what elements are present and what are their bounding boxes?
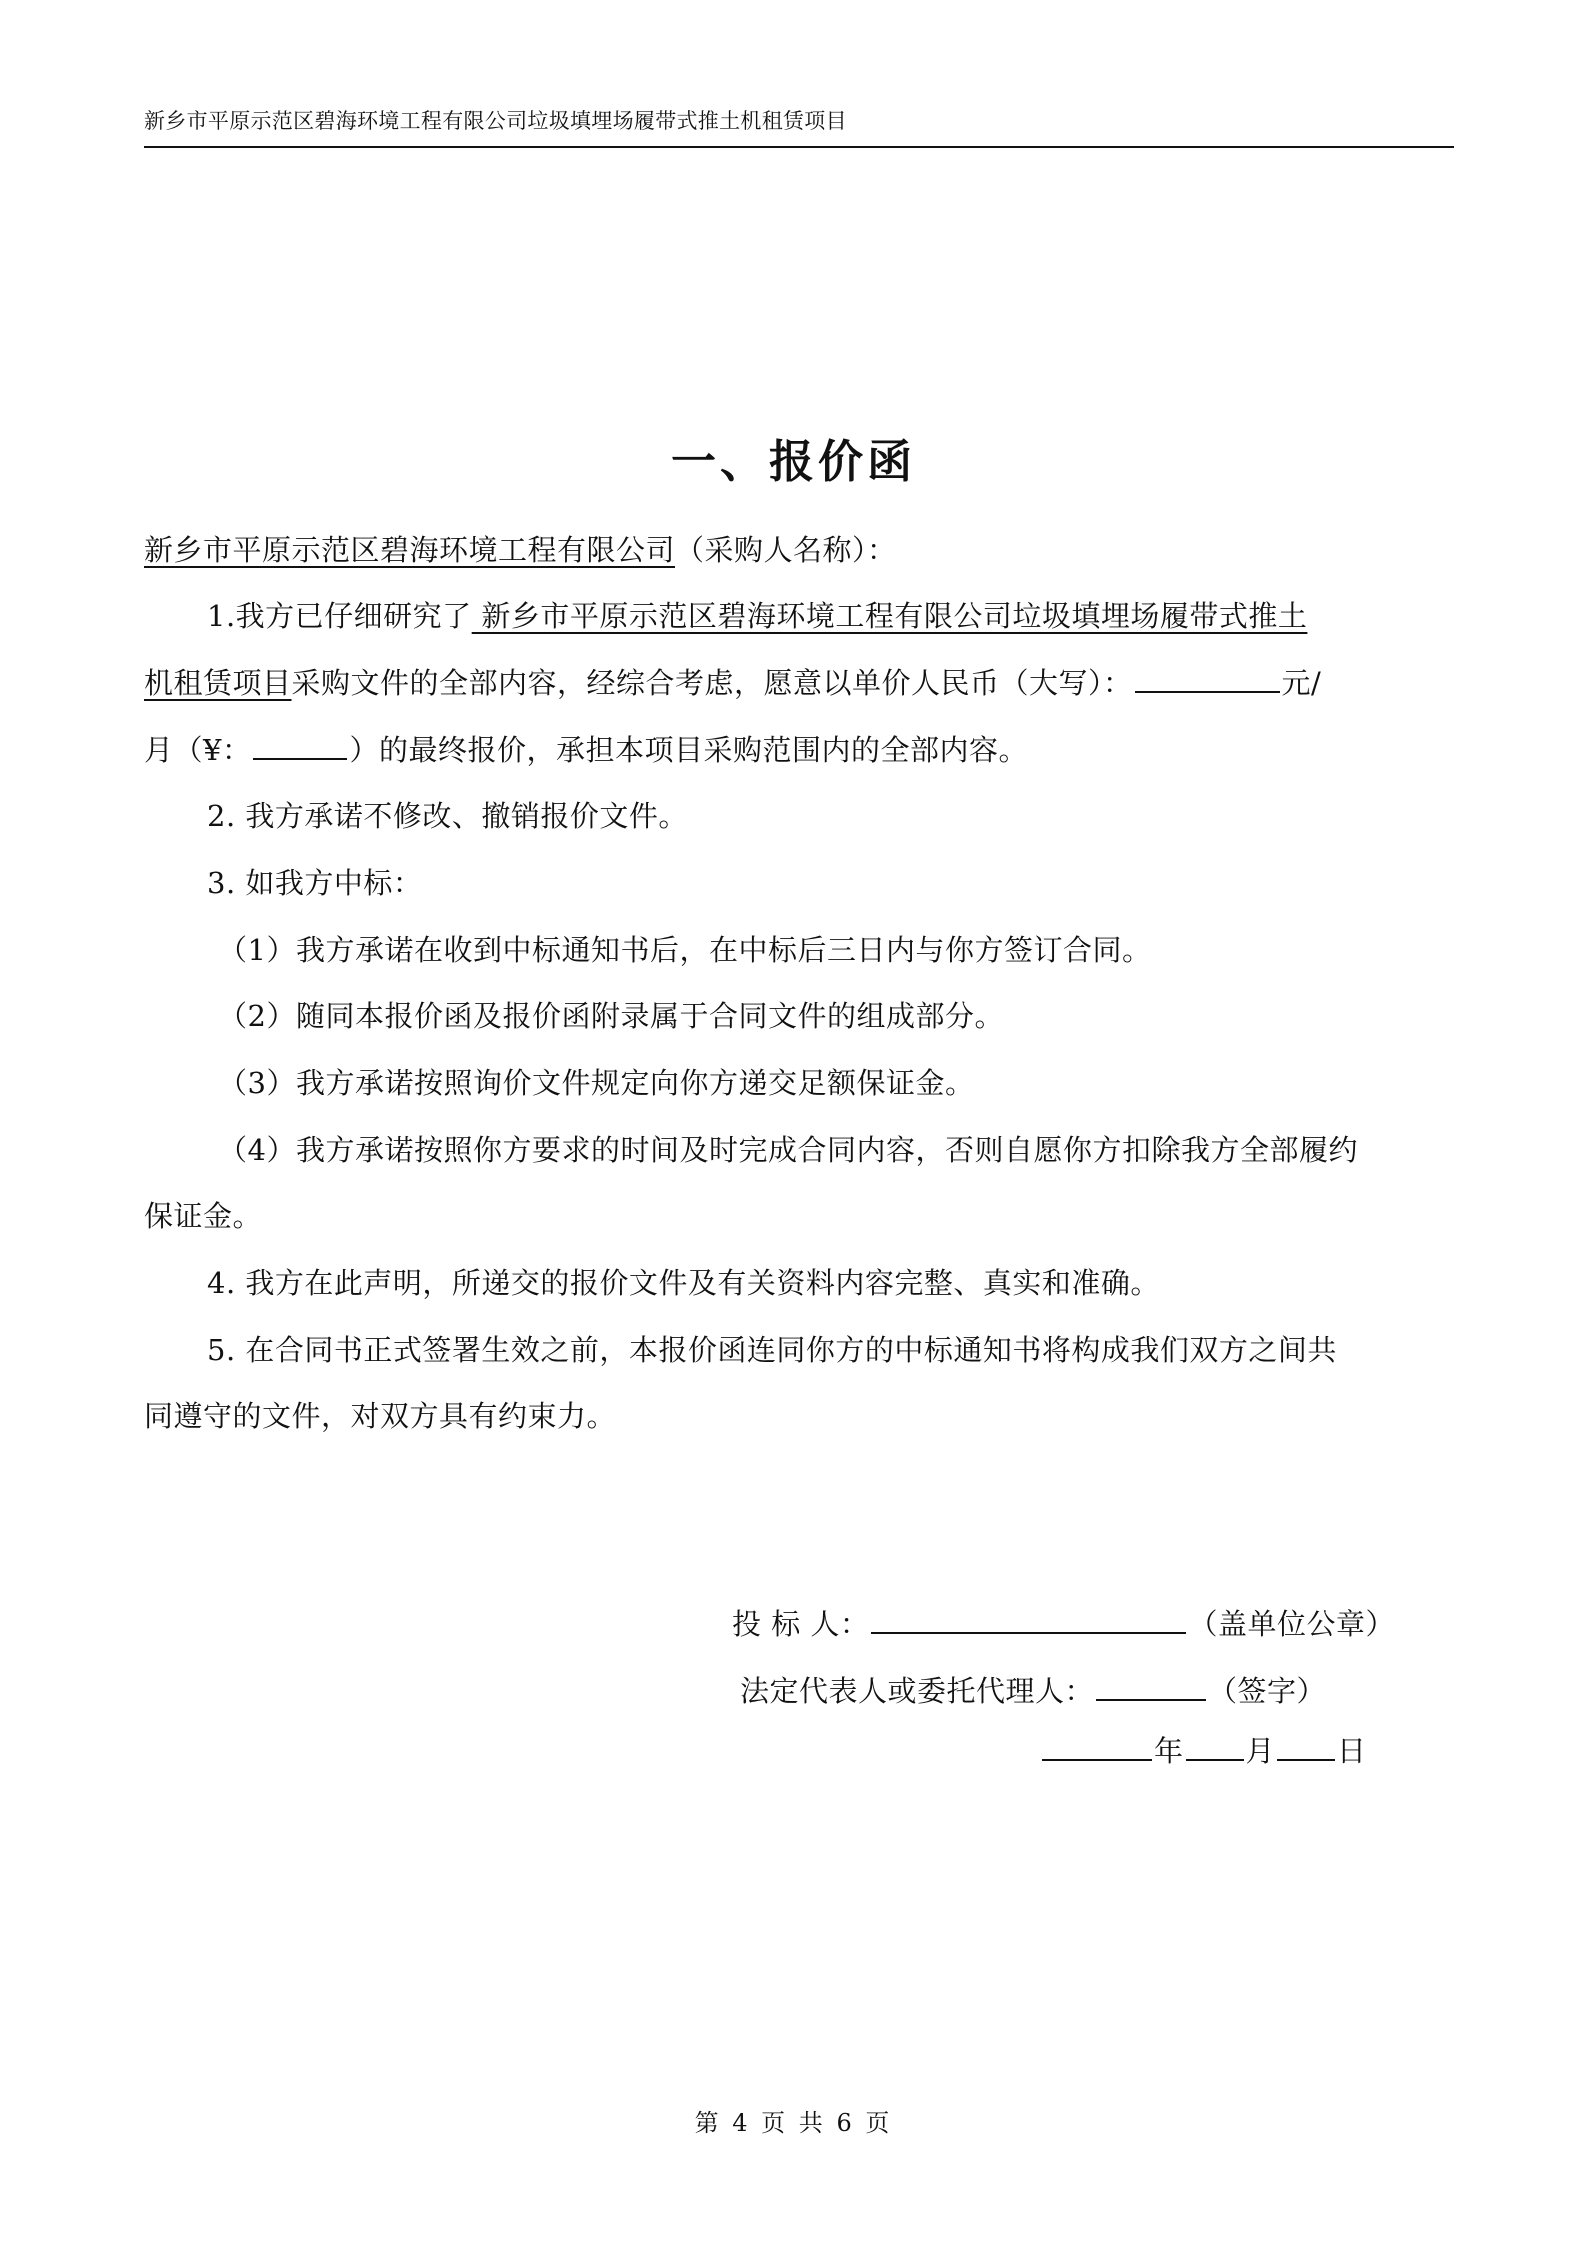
page-number: 第 4 页 共 6 页 (694, 2109, 893, 2137)
item-1-prefix: 1.我方已仔细研究了 (207, 599, 472, 633)
year-label: 年 (1154, 1734, 1184, 1768)
year-blank[interactable] (1042, 1731, 1152, 1761)
bidder-signature-line (732, 1604, 1395, 1644)
bidder-label: 投 标 人： (732, 1607, 870, 1641)
page-header (144, 106, 1454, 148)
item-1-line-2 (144, 663, 1321, 703)
unit-price-figures-blank[interactable] (253, 730, 347, 760)
item-5-line-1: 5. 在合同书正式签署生效之前，本报价函连同你方的中标通知书将构成我们双方之间共 (207, 1333, 1337, 1367)
item-1-text-a: 采购文件的全部内容，经综合考虑，愿意以单价人民币（大写）： (291, 666, 1133, 700)
header-text: 新乡市平原示范区碧海环境工程有限公司垃圾填埋场履带式推土机租赁项目 (144, 109, 847, 133)
item-1-unit: 元/ (1281, 666, 1322, 700)
sub-item-4-line-2: 保证金。 (144, 1199, 263, 1233)
representative-label: 法定代表人或委托代理人： (740, 1674, 1095, 1708)
day-label: 日 (1337, 1734, 1367, 1768)
day-blank[interactable] (1277, 1731, 1335, 1761)
month-label: 月 (1245, 1734, 1276, 1768)
sub-item-3: （3）我方承诺按照询价文件规定向你方递交足额保证金。 (218, 1066, 975, 1100)
purchaser-name: 新乡市平原示范区碧海环境工程有限公司 (144, 533, 676, 567)
item-2: 2. 我方承诺不修改、撤销报价文件。 (207, 799, 688, 833)
item-4: 4. 我方在此声明，所递交的报价文件及有关资料内容完整、真实和准确。 (207, 1266, 1160, 1300)
sub-item-4-line-1: （4）我方承诺按照你方要求的时间及时完成合同内容，否则自愿你方扣除我方全部履约 (218, 1133, 1358, 1167)
page-footer (0, 2103, 1587, 2138)
addressee-suffix: （采购人名称）： (675, 533, 897, 567)
project-name-part-2: 机租赁项目 (144, 666, 292, 700)
representative-note: （签字） (1208, 1674, 1327, 1708)
item-1-text-b: 月（¥： (144, 733, 252, 767)
item-1-line-1 (207, 596, 1307, 636)
item-1-line-3 (144, 730, 1028, 770)
project-name-part-1: 新乡市平原示范区碧海环境工程有限公司垃圾填埋场履带式推土 (471, 599, 1308, 633)
month-blank[interactable] (1186, 1731, 1244, 1761)
addressee-line (144, 530, 897, 570)
item-1-text-c: ）的最终报价，承担本项目采购范围内的全部内容。 (349, 733, 1028, 767)
sub-item-2: （2）随同本报价函及报价函附录属于合同文件的组成部分。 (218, 999, 1004, 1033)
date-line (1040, 1731, 1367, 1771)
bidder-blank[interactable] (871, 1604, 1186, 1634)
item-5-line-2: 同遵守的文件，对双方具有约束力。 (144, 1399, 617, 1433)
sub-item-1: （1）我方承诺在收到中标通知书后，在中标后三日内与你方签订合同。 (218, 933, 1152, 967)
representative-signature-line (740, 1671, 1326, 1711)
item-3: 3. 如我方中标： (207, 866, 423, 900)
bidder-note: （盖单位公章） (1188, 1607, 1395, 1641)
representative-blank[interactable] (1096, 1671, 1206, 1701)
document-title: 一、报价函 (670, 435, 916, 488)
unit-price-words-blank[interactable] (1135, 663, 1280, 693)
